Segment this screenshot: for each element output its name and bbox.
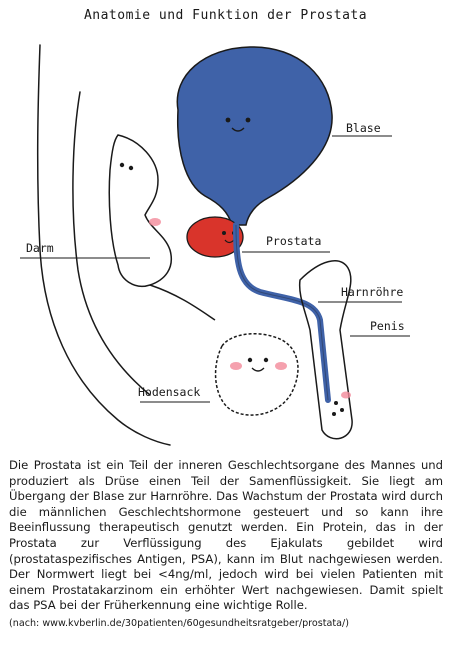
label-penis: Penis [370,319,405,333]
scrotum [216,334,298,415]
figure-title: Anatomie und Funktion der Prostata [83,8,368,23]
description-paragraph: Die Prostata ist ein Teil der inneren Geschlechtsorgane des Mannes und produziert als Drüse einen Teil der Samenflüssigkeit. Sie liegt am Übergang der Blase zur Harnröhre. Das Wachstum der Prostata wird durch die männlichen Geschlechtshormone gesteuert und so kann ihre Beeinflussung therapeutisch genutzt werden. Ein Protein, das in der Prostata zur Verflüssigung des Ejakulats gebildet wird (prostataspezifisches Antigen, PSA), kann im Blut nachgewiesen werden. Der Normwert liegt bei <4ng/ml, jedoch wird bei vielen Patienten mit einem Prostatakarzinom ein erhöhter Wert nachgewiesen. Damit spielt das PSA bei der Früherkennung eine wichtige Rolle. [9,458,443,613]
label-prostata: Prostata [266,234,322,248]
label-blase: Blase [346,121,381,135]
source-citation: (nach: www.kvberlin.de/30patienten/60gesundheitsratgeber/prostata/) [9,618,350,629]
label-darm: Darm [26,241,54,255]
label-harnroehre: Harnröhre [341,285,404,299]
penis-face [332,392,351,417]
label-hodensack: Hodensack [138,385,201,399]
bladder [177,47,332,225]
